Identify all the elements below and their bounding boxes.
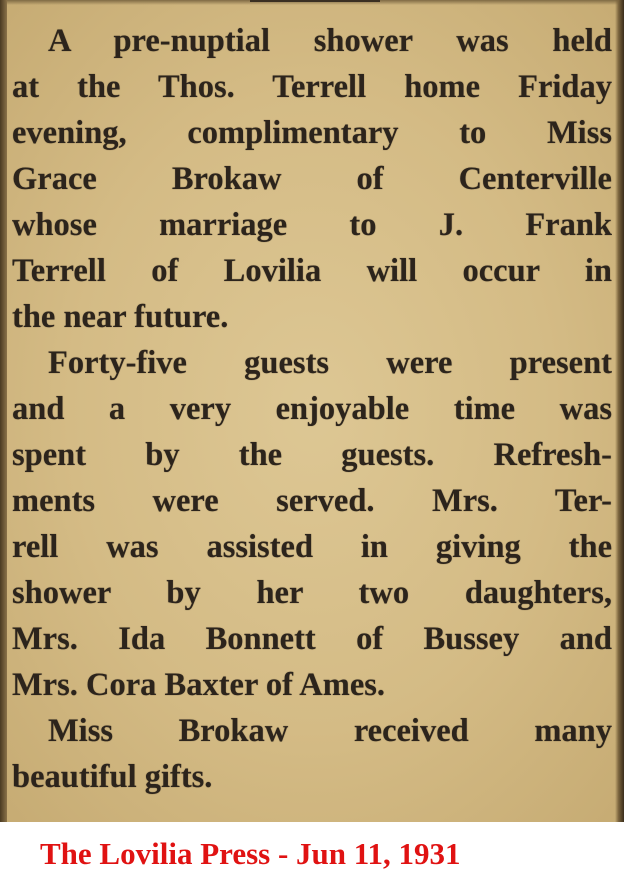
article-line: evening, complimentary to Miss (12, 115, 612, 151)
article-line: spent by the guests. Refresh- (12, 437, 612, 473)
article-text (12, 18, 612, 800)
clipping-left-edge (0, 0, 7, 822)
article-line: shower by her two daughters, (12, 575, 612, 611)
article-line: and a very enjoyable time was (12, 391, 612, 427)
article-line: whose marriage to J. Frank (12, 207, 612, 243)
article-line: Forty-five guests were present (48, 345, 612, 381)
article-line: Mrs. Ida Bonnett of Bussey and (12, 621, 612, 657)
article-line: rell was assisted in giving the (12, 529, 612, 565)
article-line: beautiful gifts. (12, 759, 213, 795)
source-caption: The Lovilia Press - Jun 11, 1931 (40, 836, 461, 871)
article-line: the near future. (12, 299, 229, 335)
article-line: ments were served. Mrs. Ter- (12, 483, 612, 519)
article-line: Grace Brokaw of Centerville (12, 161, 612, 197)
article-line: at the Thos. Terrell home Friday (12, 69, 612, 105)
article-line: Terrell of Lovilia will occur in (12, 253, 612, 289)
column-rule (250, 0, 380, 2)
article-line: Miss Brokaw received many (48, 713, 612, 749)
clipping-right-edge (615, 0, 624, 822)
article-line: A pre-nuptial shower was held (48, 23, 612, 59)
article-line: Mrs. Cora Baxter of Ames. (12, 667, 386, 703)
